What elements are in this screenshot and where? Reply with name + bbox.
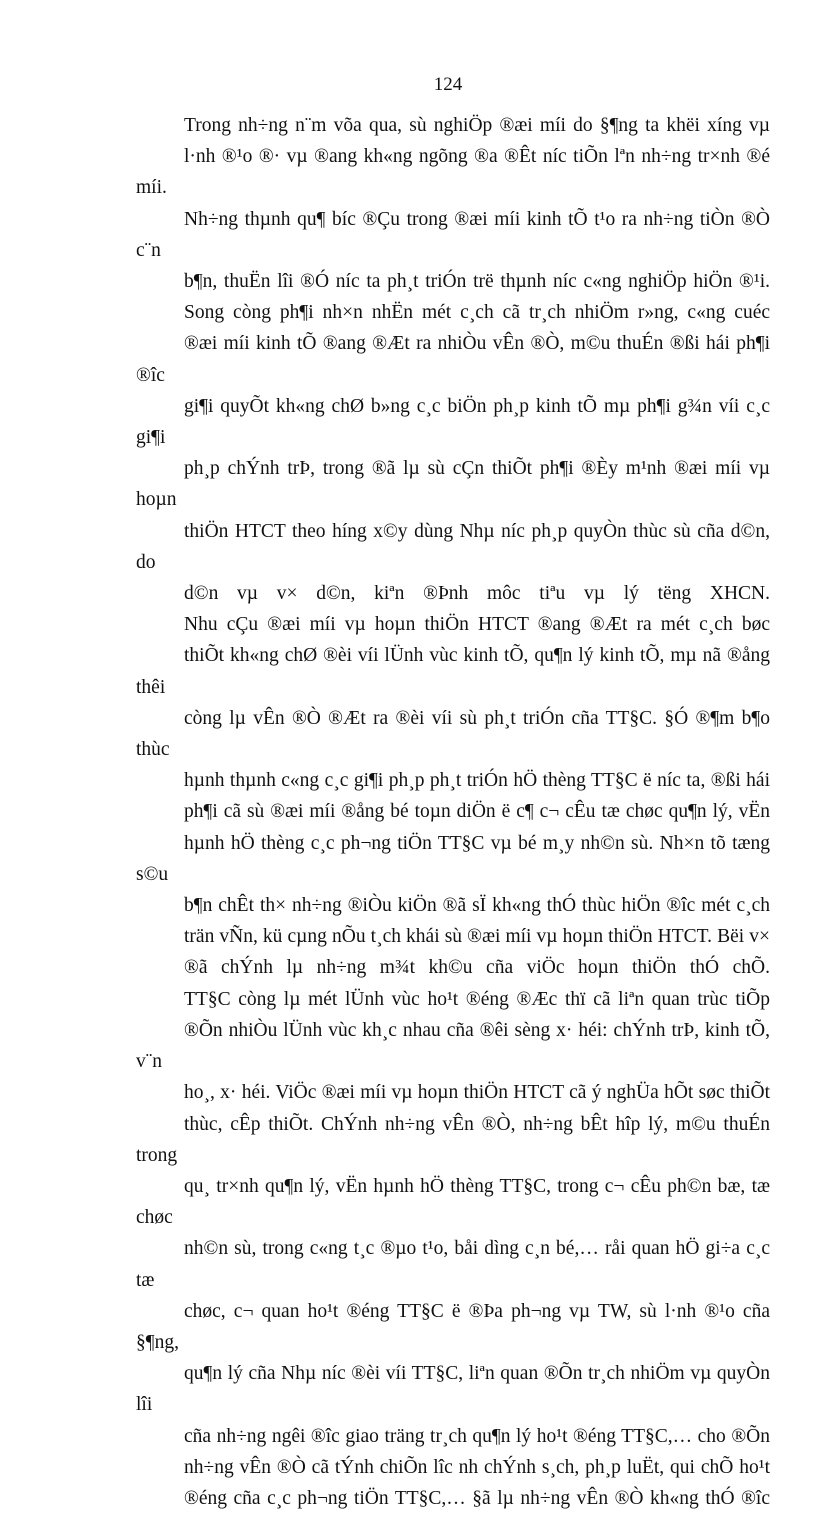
paragraph — [136, 110, 770, 297]
text-line: TT§C còng lµ mét lÜnh vùc ho¹t ®éng ®Æc thï cã liªn quan trùc tiÕp — [184, 988, 770, 1010]
text-line: ®Õn nhiÒu lÜnh vùc kh¸c nhau cña ®êi sèng x· héi: chÝnh trÞ, kinh tÕ, v¨n — [136, 1019, 770, 1073]
text-line: thùc, cÊp thiÕt. ChÝnh nh÷ng vÊn ®Ò, nh÷ng bÊt hîp lý, m©u thuÉn trong — [136, 1113, 770, 1166]
text-line: ph¸p chÝnh trÞ, trong ®ã lµ sù cÇn thiÕt ph¶i ®Èy m¹nh ®æi míi vµ hoµn — [136, 458, 770, 511]
text-line: Song còng ph¶i nh×n nhËn mét c¸ch cã tr¸ch nhiÖm r»ng, c«ng cuéc — [184, 302, 770, 324]
text-line: thiÖn HTCT theo híng x©y dùng Nhµ níc ph¸p quyÒn thùc sù cña d©n, do — [136, 520, 770, 573]
text-line: ®æi míi kinh tÕ ®ang ®Æt ra nhiÒu vÊn ®Ò, m©u thuÉn ®ßi hái ph¶i ®îc — [136, 333, 770, 386]
text-line: d©n vµ v× d©n, kiªn ®Þnh môc tiªu vµ lý tëng XHCN. — [184, 583, 770, 605]
text-line: Trong nh÷ng n¨m võa qua, sù nghiÖp ®æi míi do §¶ng ta khëi xíng vµ — [184, 115, 770, 136]
text-line: trän vÑn, kü cµng nÕu t¸ch khái sù ®æi míi vµ hoµn thiÖn HTCT. Bëi v× — [184, 926, 770, 948]
text-line: Nh÷ng thµnh qu¶ bíc ®Çu trong ®æi míi kinh tÕ t¹o ra nh÷ng tiÒn ®Ò c¨n — [136, 208, 770, 261]
text-line: ho¸, x· héi. ViÖc ®æi míi vµ hoµn thiÖn HTCT cã ý nghÜa hÕt søc thiÕt — [184, 1082, 770, 1104]
text-line: ®éng cña c¸c ph¬ng tiÖn TT§C,… §ã lµ nh÷ng vÊn ®Ò kh«ng thÓ ®îc — [184, 1487, 770, 1509]
text-line: b¶n, thuËn lîi ®Ó níc ta ph¸t triÓn trë thµnh níc c«ng nghiÖp hiÖn ®¹i. — [184, 271, 770, 293]
text-line: Nhu cÇu ®æi míi vµ hoµn thiÖn HTCT ®ang ®Æt ra mét c¸ch bøc — [184, 614, 770, 636]
paragraph — [136, 984, 770, 1514]
text-line: hµnh thµnh c«ng c¸c gi¶i ph¸p ph¸t triÓn hÖ thèng TT§C ë níc ta, ®ßi hái — [184, 770, 770, 792]
text-line: ®ã chÝnh lµ nh÷ng m¾t kh©u cña viÖc hoµn thiÖn thÓ chÕ. — [184, 957, 770, 979]
text-line: chøc, c¬ quan ho¹t ®éng TT§C ë ®Þa ph¬ng vµ TW, sù l·nh ®¹o cña §¶ng, — [136, 1300, 770, 1353]
text-line: cña nh÷ng ngêi ®îc giao träng tr¸ch qu¶n lý ho¹t ®éng TT§C,… cho ®Õn — [184, 1425, 770, 1447]
text-line: còng lµ vÊn ®Ò ®Æt ra ®èi víi sù ph¸t triÓn cña TT§C. §Ó ®¶m b¶o thùc — [136, 707, 770, 761]
text-line: gi¶i quyÕt kh«ng chØ b»ng c¸c biÖn ph¸p kinh tÕ mµ ph¶i g¾n víi c¸c gi¶i — [136, 395, 770, 449]
text-line: nh©n sù, trong c«ng t¸c ®µo t¹o, båi dìng c¸n bé,… råi quan hÖ gi÷a c¸c tæ — [136, 1238, 770, 1291]
text-line: ph¶i cã sù ®æi míi ®ång bé toµn diÖn ë c¶ c¬ cÊu tæ chøc qu¶n lý, vËn — [184, 801, 770, 823]
text-line: qu¶n lý cña Nhµ níc ®èi víi TT§C, liªn quan ®Õn tr¸ch nhiÖm vµ quyÒn lîi — [136, 1363, 770, 1416]
text-line: thiÕt kh«ng chØ ®èi víi lÜnh vùc kinh tÕ, qu¶n lý kinh tÕ, mµ nã ®ång thêi — [136, 645, 770, 698]
text-line: nh÷ng vÊn ®Ò cã tÝnh chiÕn lîc nh chÝnh s¸ch, ph¸p luËt, qui chÕ ho¹t — [184, 1456, 770, 1478]
document-body — [136, 110, 770, 1514]
text-line: b¶n chÊt th× nh÷ng ®iÒu kiÖn ®ã sÏ kh«ng thÓ thùc hiÖn ®îc mét c¸ch — [184, 895, 770, 917]
page-number: 124 — [433, 74, 463, 95]
paragraph — [136, 297, 770, 609]
text-line: hµnh hÖ thèng c¸c ph¬ng tiÖn TT§C vµ bé m¸y nh©n sù. Nh×n tõ tæng s©u — [136, 832, 770, 885]
paragraph — [136, 609, 770, 983]
text-line: qu¸ tr×nh qu¶n lý, vËn hµnh hÖ thèng TT§C, trong c¬ cÊu ph©n bæ, tæ chøc — [136, 1175, 770, 1229]
text-line: l·nh ®¹o ®· vµ ®ang kh«ng ngõng ®a ®Êt níc tiÕn lªn nh÷ng tr×nh ®é míi. — [136, 146, 770, 199]
